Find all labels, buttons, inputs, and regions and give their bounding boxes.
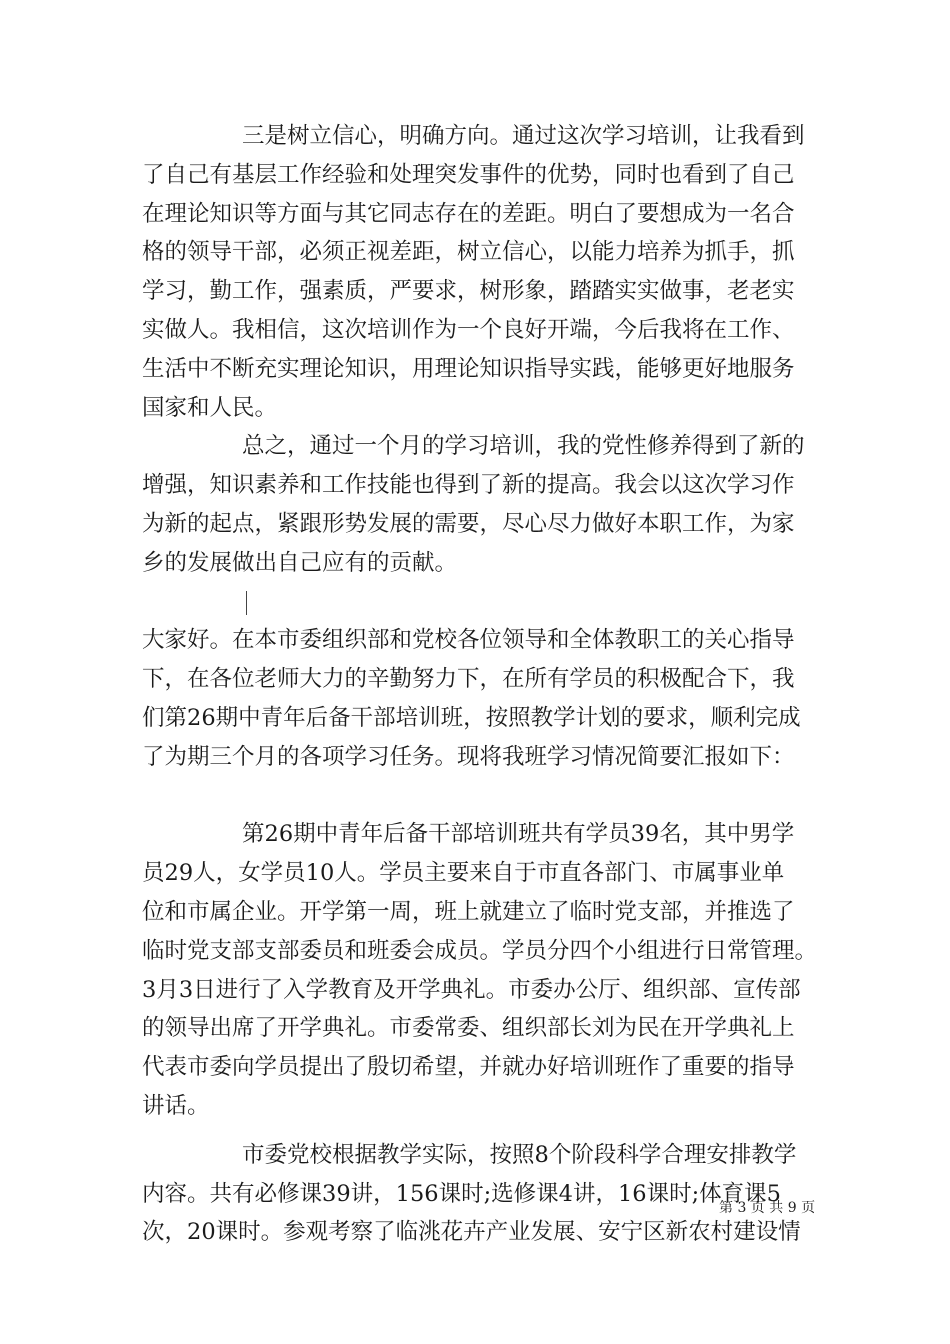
paragraph-line: 学习，勤工作，强素质，严要求，树形象，踏踏实实做事，老老实 xyxy=(142,278,795,305)
separator-bar xyxy=(246,591,247,615)
paragraph-line: 员29人，女学员10人。学员主要来自于市直各部门、市属事业单 xyxy=(142,860,785,887)
paragraph-line: 了自己有基层工作经验和处理突发事件的优势，同时也看到了自己 xyxy=(142,161,795,188)
paragraph-line: 3月3日进行了入学教育及开学典礼。市委办公厅、组织部、宣传部 xyxy=(142,976,801,1003)
section-heading xyxy=(142,583,822,622)
paragraph-line: 市委党校根据教学实际，按照8个阶段科学合理安排教学 xyxy=(242,1141,797,1168)
paragraph-line: 生活中不断充实理论知识，用理论知识指导实践，能够更好地服务 xyxy=(142,355,795,382)
paragraph-line: 大家好。在本市委组织部和党校各位领导和全体教职工的关心指导 xyxy=(142,627,795,654)
paragraph-line: 讲话。 xyxy=(142,1092,210,1119)
paragraph-line: 临时党支部支部委员和班委会成员。学员分四个小组进行日常管理。 xyxy=(142,937,818,964)
paragraph-spacer xyxy=(142,1126,822,1136)
page-number-footer: 第 3 页 共 9 页 xyxy=(719,1200,816,1216)
paragraph-line: 增强，知识素养和工作技能也得到了新的提高。我会以这次学习作 xyxy=(142,472,795,499)
paragraph-line: 内容。共有必修课39讲，156课时;选修课4讲，16课时;体育课5 xyxy=(142,1180,781,1207)
paragraph-line: 位和市属企业。开学第一周，班上就建立了临时党支部，并推选了 xyxy=(142,898,795,925)
paragraph-line: 了为期三个月的各项学习任务。现将我班学习情况简要汇报如下： xyxy=(142,743,795,770)
paragraph-line: 们第26期中青年后备干部培训班，按照教学计划的要求，顺利完成 xyxy=(142,704,801,731)
paragraph-line: 第26期中青年后备干部培训班共有学员39名，其中男学 xyxy=(242,821,795,848)
paragraph-line: 格的领导干部，必须正视差距，树立信心，以能力培养为抓手，抓 xyxy=(142,239,795,266)
paragraph-line: 实做人。我相信，这次培训作为一个良好开端，今后我将在工作、 xyxy=(142,316,795,343)
paragraph-line: 下，在各位老师大力的辛勤努力下，在所有学员的积极配合下，我 xyxy=(142,666,795,693)
section-title xyxy=(142,777,822,816)
paragraph-line: 代表市委向学员提出了殷切希望，并就办好培训班作了重要的指导 xyxy=(142,1054,795,1081)
paragraph-line: 次，20课时。参观考察了临洮花卉产业发展、安宁区新农村建设情 xyxy=(142,1219,801,1246)
paragraph-line: 三是树立信心，明确方向。通过这次学习培训，让我看到 xyxy=(242,123,805,149)
paragraph-line: 在理论知识等方面与其它同志存在的差距。明白了要想成为一名合 xyxy=(142,200,795,227)
paragraph-line: 国家和人民。 xyxy=(142,394,278,421)
document-body xyxy=(142,117,822,1252)
paragraph-line: 总之，通过一个月的学习培训，我的党性修养得到了新的 xyxy=(242,433,805,460)
paragraph-line: 的领导出席了开学典礼。市委常委、组织部长刘为民在开学典礼上 xyxy=(142,1015,795,1042)
paragraph-line: 乡的发展做出自己应有的贡献。 xyxy=(142,549,458,576)
paragraph-line: 为新的起点，紧跟形势发展的需要，尽心尽力做好本职工作，为家 xyxy=(142,510,795,537)
